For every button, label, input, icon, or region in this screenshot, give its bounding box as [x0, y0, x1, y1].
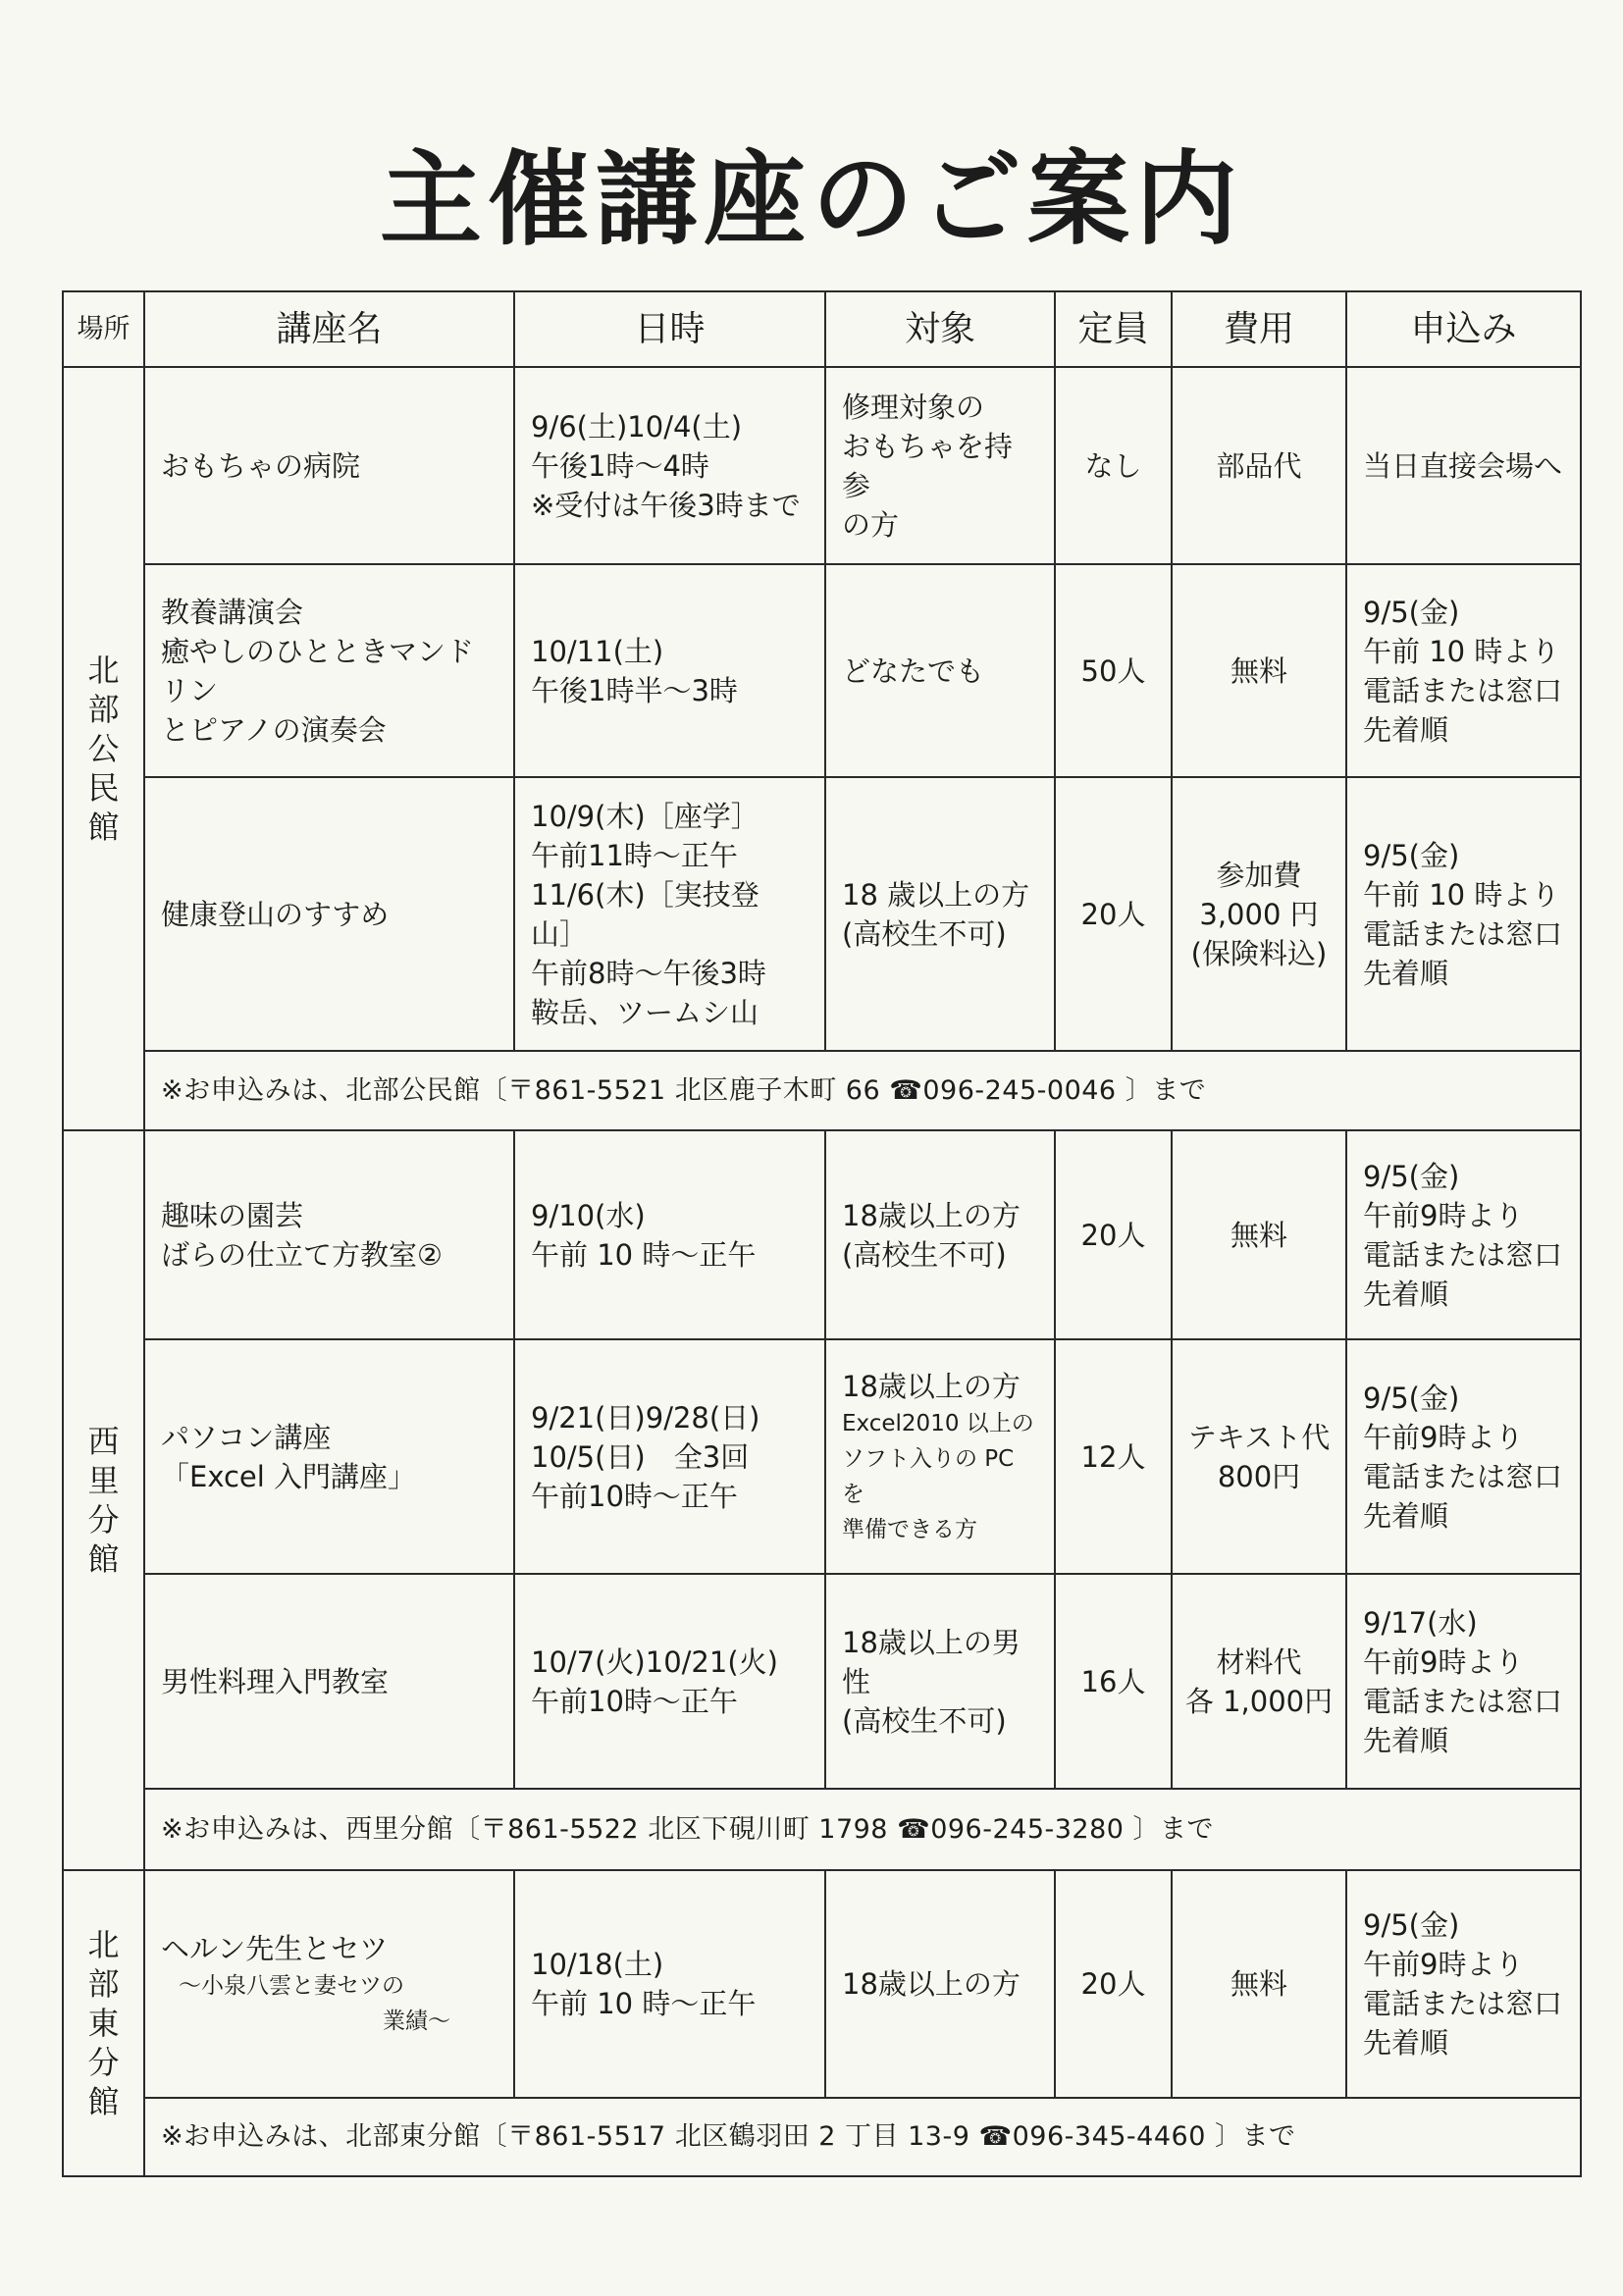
venue-note-row	[63, 2098, 1581, 2176]
course-target: 18 歳以上の方 (高校生不可)	[825, 777, 1055, 1051]
course-fee: 部品代	[1172, 367, 1346, 564]
course-capacity: 20人	[1055, 1870, 1172, 2098]
course-target: 18歳以上の方	[825, 1870, 1055, 2098]
course-apply: 当日直接会場へ	[1346, 367, 1581, 564]
course-name	[144, 1870, 514, 2098]
header-place: 場所	[63, 291, 144, 367]
course-apply: 9/17(水) 午前9時より 電話または窓口 先着順	[1346, 1574, 1581, 1789]
course-fee: 無料	[1172, 1870, 1346, 2098]
course-name-main: ヘルン先生とセツ	[161, 1932, 389, 1965]
venue-note: ※お申込みは、西里分館〔〒861-5522 北区下硯川町 1798 ☎096-245-3280 〕まで	[144, 1789, 1581, 1870]
course-name: 男性料理入門教室	[144, 1574, 514, 1789]
course-apply: 9/5(金) 午前 10 時より 電話または窓口 先着順	[1346, 564, 1581, 777]
venue-note-row	[63, 1051, 1581, 1130]
venue-name: 西 里 分 館	[63, 1130, 144, 1870]
course-capacity: 20人	[1055, 777, 1172, 1051]
course-datetime: 9/10(水) 午前 10 時～正午	[514, 1130, 825, 1339]
course-datetime: 10/11(土) 午後1時半～3時	[514, 564, 825, 777]
course-fee: 無料	[1172, 1130, 1346, 1339]
course-capacity: 12人	[1055, 1339, 1172, 1574]
course-target: 修理対象の おもちゃを持参 の方	[825, 367, 1055, 564]
course-name: 健康登山のすすめ	[144, 777, 514, 1051]
course-target	[825, 1339, 1055, 1574]
course-datetime: 9/21(日)9/28(日) 10/5(日) 全3回 午前10時～正午	[514, 1339, 825, 1574]
course-name: パソコン講座 「Excel 入門講座」	[144, 1339, 514, 1574]
venue-note-row	[63, 1789, 1581, 1870]
table-row	[63, 777, 1581, 1051]
course-name: おもちゃの病院	[144, 367, 514, 564]
course-name: 趣味の園芸 ばらの仕立て方教室②	[144, 1130, 514, 1339]
course-apply: 9/5(金) 午前9時より 電話または窓口 先着順	[1346, 1339, 1581, 1574]
course-apply: 9/5(金) 午前 10 時より 電話または窓口 先着順	[1346, 777, 1581, 1051]
course-name-subtitle: ～小泉八雲と妻セツの	[179, 1973, 404, 1999]
table-row	[63, 1574, 1581, 1789]
table-row	[63, 564, 1581, 777]
course-target: どなたでも	[825, 564, 1055, 777]
course-capacity: 50人	[1055, 564, 1172, 777]
course-target-main: 18歳以上の方	[842, 1369, 1021, 1403]
course-target: 18歳以上の方 (高校生不可)	[825, 1130, 1055, 1339]
course-fee: 材料代 各 1,000円	[1172, 1574, 1346, 1789]
course-name-subtitle-end: 業績～	[383, 2009, 450, 2034]
header-course: 講座名	[144, 291, 514, 367]
course-datetime: 10/7(火)10/21(火) 午前10時～正午	[514, 1574, 825, 1789]
header-fee: 費用	[1172, 291, 1346, 367]
course-fee: 参加費 3,000 円 (保険料込)	[1172, 777, 1346, 1051]
course-datetime: 9/6(土)10/4(土) 午後1時～4時 ※受付は午後3時まで	[514, 367, 825, 564]
venue-note: ※お申込みは、北部公民館〔〒861-5521 北区鹿子木町 66 ☎096-245-0046 〕まで	[144, 1051, 1581, 1130]
course-capacity: なし	[1055, 367, 1172, 564]
course-datetime: 10/9(木)［座学］ 午前11時～正午 11/6(木)［実技登山］ 午前8時～午後3時 鞍岳、ツームシ山	[514, 777, 825, 1051]
page-title: 主催講座のご案内	[379, 139, 1243, 259]
course-capacity: 16人	[1055, 1574, 1172, 1789]
course-name: 教養講演会 癒やしのひとときマンドリン とピアノの演奏会	[144, 564, 514, 777]
course-apply: 9/5(金) 午前9時より 電話または窓口 先着順	[1346, 1130, 1581, 1339]
table-header-row	[63, 291, 1581, 367]
course-fee: 無料	[1172, 564, 1346, 777]
course-apply: 9/5(金) 午前9時より 電話または窓口 先着順	[1346, 1870, 1581, 2098]
header-apply: 申込み	[1346, 291, 1581, 367]
table-row	[63, 1339, 1581, 1574]
table-row	[63, 367, 1581, 564]
table-row	[63, 1870, 1581, 2098]
course-target-detail: Excel2010 以上の ソフト入りの PC を 準備できる方	[842, 1410, 1034, 1542]
venue-name: 北 部 公 民 館	[63, 367, 144, 1130]
table-row	[63, 1130, 1581, 1339]
course-schedule-table	[62, 290, 1582, 2177]
header-datetime: 日時	[514, 291, 825, 367]
course-target: 18歳以上の男性 (高校生不可)	[825, 1574, 1055, 1789]
venue-name: 北 部 東 分 館	[63, 1870, 144, 2176]
course-datetime: 10/18(土) 午前 10 時～正午	[514, 1870, 825, 2098]
header-target: 対象	[825, 291, 1055, 367]
header-capacity: 定員	[1055, 291, 1172, 367]
course-capacity: 20人	[1055, 1130, 1172, 1339]
course-fee: テキスト代 800円	[1172, 1339, 1346, 1574]
venue-note: ※お申込みは、北部東分館〔〒861-5517 北区鶴羽田 2 丁目 13-9 ☎096-345-4460 〕まで	[144, 2098, 1581, 2176]
